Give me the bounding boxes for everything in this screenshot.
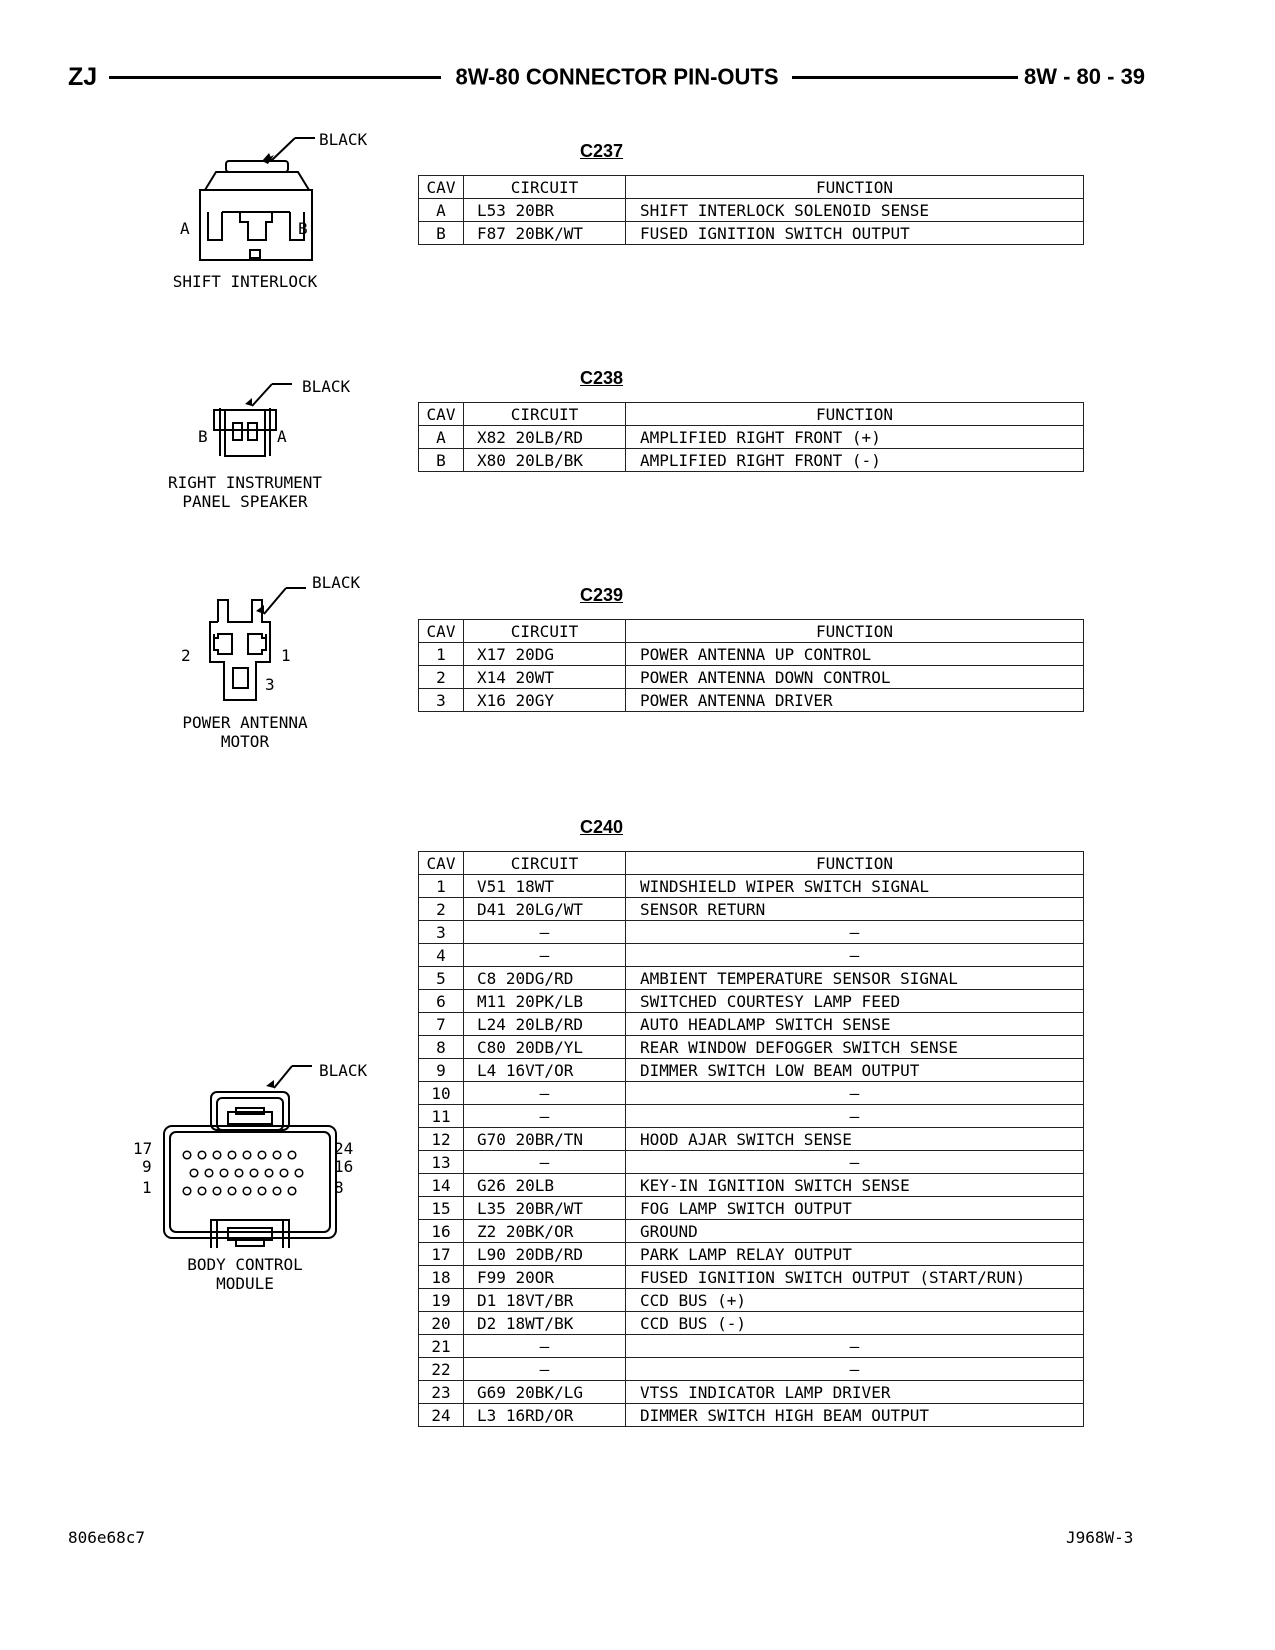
function-cell: PARK LAMP RELAY OUTPUT	[626, 1243, 1084, 1266]
function-cell: CCD BUS (+)	[626, 1289, 1084, 1312]
function-cell: –	[626, 1105, 1084, 1128]
header-rule-right	[792, 76, 1018, 79]
function-cell: SHIFT INTERLOCK SOLENOID SENSE	[626, 199, 1084, 222]
circuit-cell: F99 20OR	[464, 1266, 626, 1289]
table-row	[419, 1036, 1084, 1059]
cav-cell: 13	[419, 1151, 464, 1174]
cav-cell: 11	[419, 1105, 464, 1128]
table-row	[419, 1404, 1084, 1427]
color-label: BLACK	[319, 1061, 368, 1080]
circuit-cell: D2 18WT/BK	[464, 1312, 626, 1335]
header-rule-left	[109, 76, 441, 79]
function-cell: HOOD AJAR SWITCH SENSE	[626, 1128, 1084, 1151]
pin-label: 3	[265, 675, 275, 694]
pin-label: B	[198, 427, 208, 446]
circuit-cell: L24 20LB/RD	[464, 1013, 626, 1036]
table-row	[419, 426, 1084, 449]
function-cell: DIMMER SWITCH HIGH BEAM OUTPUT	[626, 1404, 1084, 1427]
table-header-row	[419, 176, 1084, 199]
circuit-cell: L4 16VT/OR	[464, 1059, 626, 1082]
table-row	[419, 898, 1084, 921]
pin-label: 8	[334, 1178, 344, 1197]
pin-label: 24	[334, 1139, 354, 1158]
column-header-function: FUNCTION	[626, 852, 1084, 875]
page-title: 8W-80 CONNECTOR PIN-OUTS	[455, 63, 779, 90]
function-cell: AMPLIFIED RIGHT FRONT (-)	[626, 449, 1084, 472]
cav-cell: 21	[419, 1335, 464, 1358]
function-cell: REAR WINDOW DEFOGGER SWITCH SENSE	[626, 1036, 1084, 1059]
function-cell: GROUND	[626, 1220, 1084, 1243]
function-cell: –	[626, 1358, 1084, 1381]
circuit-cell: X16 20GY	[464, 689, 626, 712]
cav-cell: 19	[419, 1289, 464, 1312]
cav-cell: B	[419, 449, 464, 472]
table-row	[419, 944, 1084, 967]
connector-name-line-2: MODULE	[216, 1274, 274, 1293]
cav-cell: 15	[419, 1197, 464, 1220]
table-row	[419, 1266, 1084, 1289]
table-row	[419, 1358, 1084, 1381]
cav-cell: A	[419, 199, 464, 222]
cav-cell: 1	[419, 875, 464, 898]
table-row	[419, 1105, 1084, 1128]
cav-cell: 20	[419, 1312, 464, 1335]
pin-label: 9	[142, 1157, 152, 1176]
table-row	[419, 1059, 1084, 1082]
table-row	[419, 199, 1084, 222]
table-row	[419, 1197, 1084, 1220]
table-row	[419, 1220, 1084, 1243]
circuit-cell: –	[464, 1082, 626, 1105]
pin-label: 2	[181, 646, 191, 665]
cav-cell: 22	[419, 1358, 464, 1381]
circuit-cell: M11 20PK/LB	[464, 990, 626, 1013]
cav-cell: 24	[419, 1404, 464, 1427]
function-cell: SWITCHED COURTESY LAMP FEED	[626, 990, 1084, 1013]
function-cell: POWER ANTENNA DRIVER	[626, 689, 1084, 712]
cav-cell: B	[419, 222, 464, 245]
column-header-circuit: CIRCUIT	[464, 403, 626, 426]
cav-cell: 14	[419, 1174, 464, 1197]
connector-title-c239: C239	[580, 585, 624, 605]
pin-label: B	[298, 219, 308, 238]
circuit-cell: L53 20BR	[464, 199, 626, 222]
table-row	[419, 875, 1084, 898]
circuit-cell: Z2 20BK/OR	[464, 1220, 626, 1243]
connector-name-line-1: POWER ANTENNA	[182, 713, 308, 732]
pin-label: 17	[133, 1139, 153, 1158]
power-antenna-connector-diagram	[190, 580, 330, 710]
connector-name-line-1: RIGHT INSTRUMENT	[167, 473, 323, 492]
function-cell: FOG LAMP SWITCH OUTPUT	[626, 1197, 1084, 1220]
table-header-row	[419, 852, 1084, 875]
function-cell: –	[626, 1082, 1084, 1105]
circuit-cell: X17 20DG	[464, 643, 626, 666]
pin-label: A	[277, 427, 287, 446]
table-row	[419, 1128, 1084, 1151]
column-header-cav: CAV	[419, 852, 464, 875]
function-cell: FUSED IGNITION SWITCH OUTPUT (START/RUN)	[626, 1266, 1084, 1289]
circuit-cell: –	[464, 1105, 626, 1128]
table-row	[419, 449, 1084, 472]
section-code: ZJ	[68, 63, 98, 91]
table-row	[419, 1151, 1084, 1174]
cav-cell: 3	[419, 689, 464, 712]
circuit-cell: –	[464, 1151, 626, 1174]
function-cell: –	[626, 944, 1084, 967]
column-header-function: FUNCTION	[626, 176, 1084, 199]
circuit-cell: –	[464, 921, 626, 944]
cav-cell: 18	[419, 1266, 464, 1289]
table-row	[419, 1312, 1084, 1335]
function-cell: POWER ANTENNA DOWN CONTROL	[626, 666, 1084, 689]
table-row	[419, 990, 1084, 1013]
cav-cell: 1	[419, 643, 464, 666]
column-header-cav: CAV	[419, 176, 464, 199]
column-header-cav: CAV	[419, 403, 464, 426]
circuit-cell: X80 20LB/BK	[464, 449, 626, 472]
circuit-cell: –	[464, 1358, 626, 1381]
column-header-function: FUNCTION	[626, 403, 1084, 426]
table-row	[419, 1174, 1084, 1197]
color-label: BLACK	[302, 377, 351, 396]
table-row	[419, 1082, 1084, 1105]
cav-cell: 2	[419, 898, 464, 921]
circuit-cell: D41 20LG/WT	[464, 898, 626, 921]
function-cell: –	[626, 921, 1084, 944]
function-cell: WINDSHIELD WIPER SWITCH SIGNAL	[626, 875, 1084, 898]
cav-cell: 8	[419, 1036, 464, 1059]
connector-title-c238: C238	[580, 368, 624, 388]
table-row	[419, 1243, 1084, 1266]
circuit-cell: L3 16RD/OR	[464, 1404, 626, 1427]
cav-cell: 7	[419, 1013, 464, 1036]
circuit-cell: G69 20BK/LG	[464, 1381, 626, 1404]
function-cell: SENSOR RETURN	[626, 898, 1084, 921]
table-header-row	[419, 620, 1084, 643]
function-cell: –	[626, 1335, 1084, 1358]
footer-code-right: J968W-3	[1066, 1528, 1134, 1547]
column-header-circuit: CIRCUIT	[464, 176, 626, 199]
cav-cell: 4	[419, 944, 464, 967]
circuit-cell: L35 20BR/WT	[464, 1197, 626, 1220]
table-row	[419, 967, 1084, 990]
column-header-cav: CAV	[419, 620, 464, 643]
function-cell: AMPLIFIED RIGHT FRONT (+)	[626, 426, 1084, 449]
function-cell: AUTO HEADLAMP SWITCH SENSE	[626, 1013, 1084, 1036]
column-header-circuit: CIRCUIT	[464, 852, 626, 875]
table-row	[419, 1289, 1084, 1312]
cav-cell: 6	[419, 990, 464, 1013]
cav-cell: 10	[419, 1082, 464, 1105]
cav-cell: 17	[419, 1243, 464, 1266]
connector-title-c237: C237	[580, 141, 624, 161]
connector-name-line-1: BODY CONTROL	[187, 1255, 303, 1274]
circuit-cell: –	[464, 1335, 626, 1358]
circuit-cell: G70 20BR/TN	[464, 1128, 626, 1151]
table-header-row	[419, 403, 1084, 426]
pinout-table-c239	[418, 619, 1084, 712]
function-cell: –	[626, 1151, 1084, 1174]
function-cell: DIMMER SWITCH LOW BEAM OUTPUT	[626, 1059, 1084, 1082]
cav-cell: 12	[419, 1128, 464, 1151]
pin-label: 1	[281, 646, 291, 665]
page-number: 8W - 80 - 39	[1024, 64, 1146, 89]
circuit-cell: –	[464, 944, 626, 967]
cav-cell: A	[419, 426, 464, 449]
table-row	[419, 1335, 1084, 1358]
circuit-cell: L90 20DB/RD	[464, 1243, 626, 1266]
cav-cell: 9	[419, 1059, 464, 1082]
body-control-module-connector-diagram	[150, 1058, 350, 1248]
pin-label: 16	[334, 1157, 354, 1176]
column-header-function: FUNCTION	[626, 620, 1084, 643]
cav-cell: 23	[419, 1381, 464, 1404]
column-header-circuit: CIRCUIT	[464, 620, 626, 643]
table-row	[419, 1381, 1084, 1404]
cav-cell: 5	[419, 967, 464, 990]
function-cell: POWER ANTENNA UP CONTROL	[626, 643, 1084, 666]
circuit-cell: C8 20DG/RD	[464, 967, 626, 990]
cav-cell: 2	[419, 666, 464, 689]
pin-label: 1	[142, 1178, 152, 1197]
circuit-cell: G26 20LB	[464, 1174, 626, 1197]
connector-title-c240: C240	[580, 817, 624, 837]
circuit-cell: F87 20BK/WT	[464, 222, 626, 245]
pinout-table-c237	[418, 175, 1084, 245]
color-label: BLACK	[312, 573, 361, 592]
pin-label: A	[180, 219, 190, 238]
circuit-cell: V51 18WT	[464, 875, 626, 898]
table-row	[419, 689, 1084, 712]
function-cell: CCD BUS (-)	[626, 1312, 1084, 1335]
function-cell: AMBIENT TEMPERATURE SENSOR SIGNAL	[626, 967, 1084, 990]
pinout-table-c240	[418, 851, 1084, 1427]
pinout-table-c238	[418, 402, 1084, 472]
cav-cell: 16	[419, 1220, 464, 1243]
table-row	[419, 666, 1084, 689]
table-row	[419, 921, 1084, 944]
connector-name: SHIFT INTERLOCK	[172, 272, 318, 291]
circuit-cell: D1 18VT/BR	[464, 1289, 626, 1312]
footer-code-left: 806e68c7	[68, 1528, 146, 1547]
function-cell: VTSS INDICATOR LAMP DRIVER	[626, 1381, 1084, 1404]
connector-name-line-2: PANEL SPEAKER	[182, 492, 308, 511]
table-row	[419, 643, 1084, 666]
table-row	[419, 1013, 1084, 1036]
circuit-cell: C80 20DB/YL	[464, 1036, 626, 1059]
connector-name-line-2: MOTOR	[220, 732, 270, 751]
function-cell: KEY-IN IGNITION SWITCH SENSE	[626, 1174, 1084, 1197]
color-label: BLACK	[319, 130, 368, 149]
circuit-cell: X14 20WT	[464, 666, 626, 689]
function-cell: FUSED IGNITION SWITCH OUTPUT	[626, 222, 1084, 245]
cav-cell: 3	[419, 921, 464, 944]
table-row	[419, 222, 1084, 245]
circuit-cell: X82 20LB/RD	[464, 426, 626, 449]
